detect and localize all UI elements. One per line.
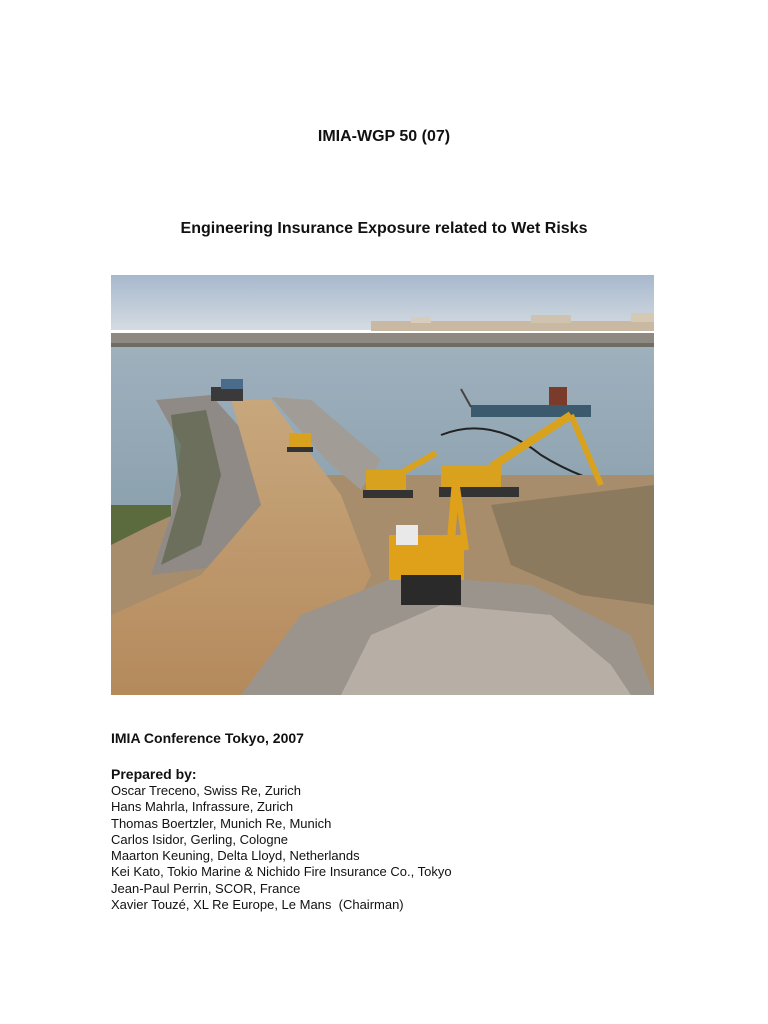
document-id: IMIA-WGP 50 (07) <box>317 128 451 145</box>
author-line: Hans Mahrla, Infrassure, Zurich <box>111 799 294 815</box>
conference-line: IMIA Conference Tokyo, 2007 <box>111 730 304 746</box>
cover-photo <box>111 275 654 695</box>
author-line: Thomas Boertzler, Munich Re, Munich <box>111 815 332 831</box>
author-line: Maarton Keuning, Delta Lloyd, Netherlands <box>111 848 360 864</box>
author-line: Xavier Touzé, XL Re Europe, Le Mans (Chairman) <box>111 897 404 913</box>
author-line: Carlos Isidor, Gerling, Cologne <box>111 831 289 847</box>
author-line: Jean-Paul Perrin, SCOR, France <box>111 880 301 896</box>
prepared-by-label: Prepared by: <box>111 766 197 782</box>
prepared-by-block <box>111 766 452 913</box>
author-line: Oscar Treceno, Swiss Re, Zurich <box>111 783 301 798</box>
document-title: Engineering Insurance Exposure related to Wet Risks <box>180 220 588 237</box>
author-line: Kei Kato, Tokio Marine & Nichido Fire Insurance Co., Tokyo <box>111 864 452 880</box>
